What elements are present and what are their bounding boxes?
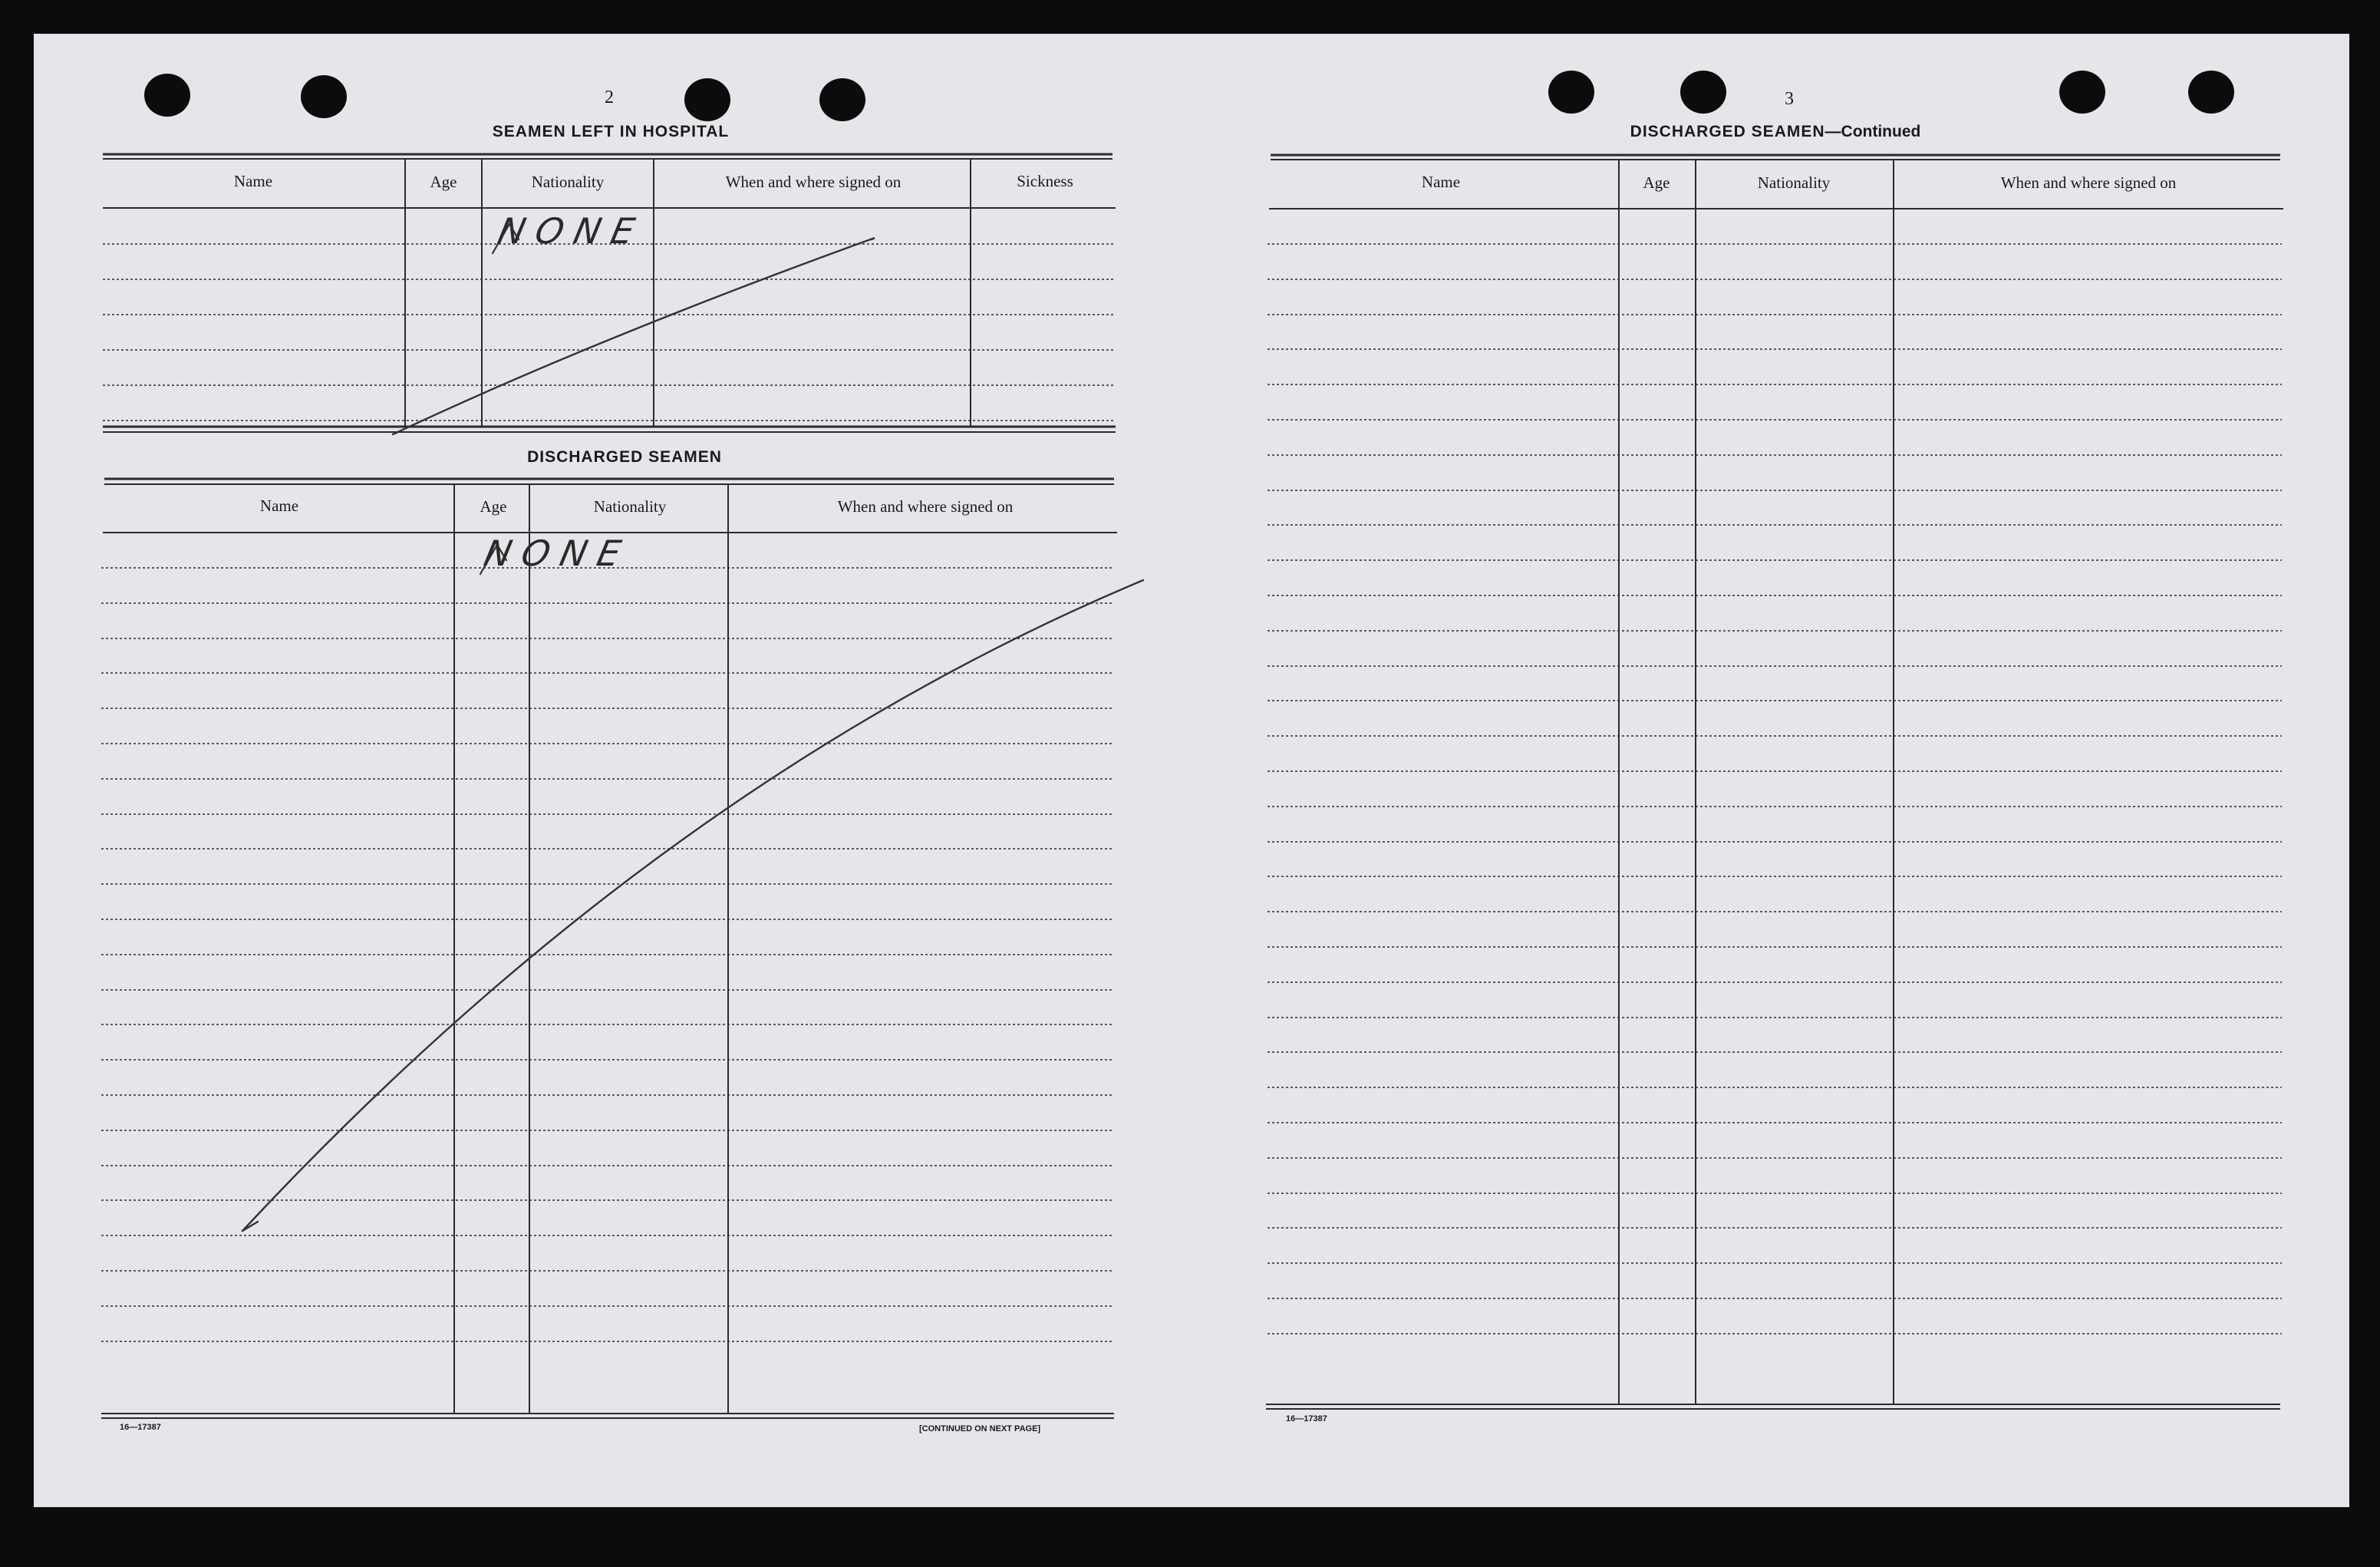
continued-col-nationality: Nationality [1757,173,1831,192]
discharged-col-age: Age [480,497,507,516]
discharged-col-signed-on: When and where signed on [837,497,1014,516]
hospital-col-nationality: Nationality [531,173,605,191]
discharged-continued-suffix: —Continued [1825,123,1921,140]
hospital-col-signed-on: When and where signed on [725,173,902,191]
discharged-col-nationality: Nationality [593,497,667,516]
hospital-col-age: Age [430,173,457,191]
discharged-continued-title [1630,123,1921,141]
discharged-handwritten-none: NONE [480,533,635,574]
continued-note: [CONTINUED ON NEXT PAGE] [919,1424,1041,1433]
page-number-right: 3 [1785,89,1794,109]
page-number-left: 2 [605,87,614,107]
discharged-section-title: DISCHARGED SEAMEN [527,448,722,466]
discharged-continued-title-main: DISCHARGED SEAMEN [1630,123,1825,140]
continued-col-age: Age [1643,173,1670,192]
hospital-handwritten-none: NONE [494,210,649,252]
form-number-right: 16—17387 [1286,1414,1327,1423]
form-number-left: 16—17387 [120,1423,161,1432]
discharged-col-name: Name [259,496,299,515]
hospital-section-title: SEAMEN LEFT IN HOSPITAL [492,123,730,140]
strike-through-line [242,580,1143,1231]
strike-through-line [393,238,875,434]
hospital-col-sickness: Sickness [1017,172,1073,190]
continued-col-signed-on: When and where signed on [2000,173,2177,192]
continued-col-name: Name [1421,173,1461,191]
hospital-col-name: Name [233,172,273,190]
